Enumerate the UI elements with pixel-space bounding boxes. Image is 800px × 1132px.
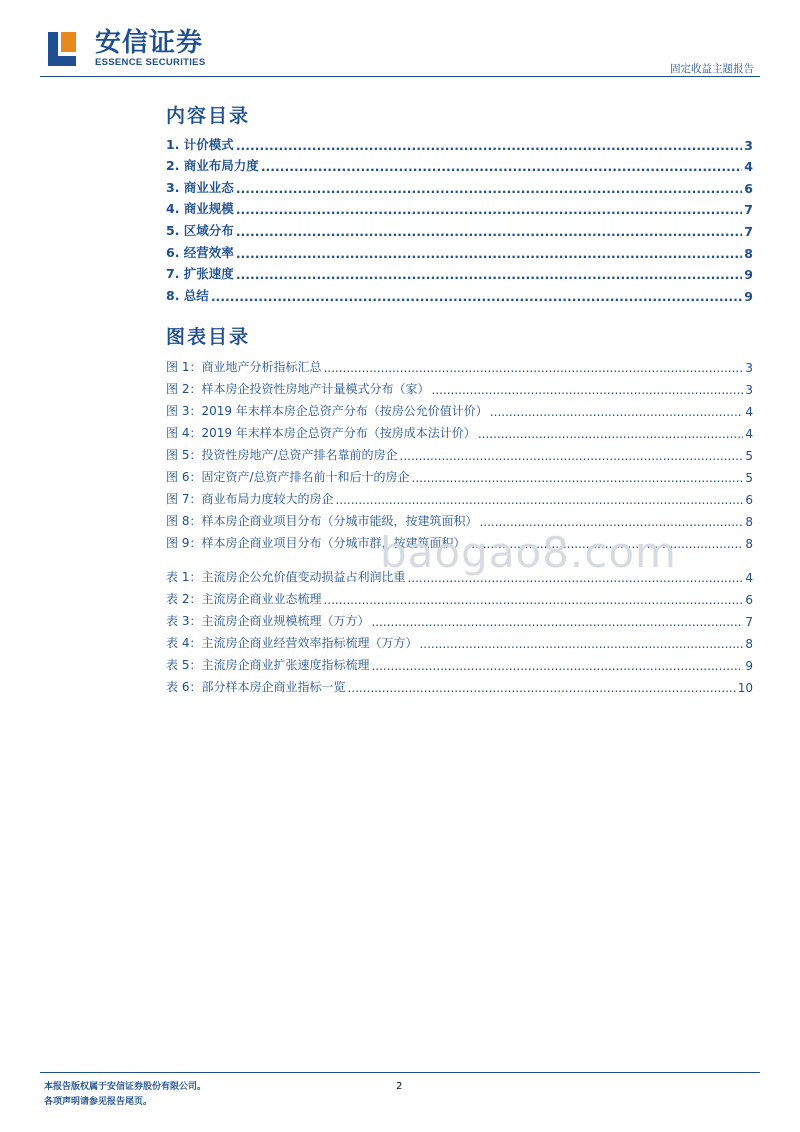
table-item[interactable] bbox=[166, 673, 753, 695]
table-item[interactable] bbox=[166, 563, 753, 585]
figure-item-page: 4 bbox=[745, 405, 753, 419]
figure-item-page: 6 bbox=[745, 493, 753, 507]
dot-leader bbox=[323, 361, 743, 375]
contents-item[interactable] bbox=[166, 131, 753, 153]
table-item-page: 7 bbox=[745, 615, 753, 629]
brand-logo-icon bbox=[44, 26, 80, 70]
table-item-label: 表 5：主流房企商业扩张速度指标梳理 bbox=[166, 658, 370, 672]
contents-item[interactable] bbox=[166, 153, 753, 175]
contents-list bbox=[166, 131, 753, 304]
figure-item[interactable] bbox=[166, 353, 753, 375]
contents-item[interactable] bbox=[166, 196, 753, 218]
contents-item-label: 8. 总结 bbox=[166, 287, 209, 303]
figure-item[interactable] bbox=[166, 485, 753, 507]
contents-item-page: 8 bbox=[744, 245, 753, 261]
dot-leader bbox=[371, 659, 743, 673]
dot-leader bbox=[236, 246, 742, 261]
contents-item[interactable] bbox=[166, 174, 753, 196]
dot-leader bbox=[335, 493, 743, 507]
dot-leader bbox=[323, 593, 743, 607]
figure-item-label: 图 8：样本房企商业项目分布（分城市能级，按建筑面积） bbox=[166, 514, 478, 528]
table-item-label: 表 2：主流房企商业业态梳理 bbox=[166, 592, 322, 606]
table-item[interactable] bbox=[166, 585, 753, 607]
contents-item-label: 1. 计价模式 bbox=[166, 136, 234, 152]
figure-item-page: 5 bbox=[745, 449, 753, 463]
contents-item-page: 7 bbox=[744, 223, 753, 239]
contents-item[interactable] bbox=[166, 239, 753, 261]
figure-item-page: 5 bbox=[745, 471, 753, 485]
disclaimer-note: 各项声明请参见报告尾页。 bbox=[44, 1097, 153, 1107]
contents-item[interactable] bbox=[166, 282, 753, 304]
contents-item-label: 7. 扩张速度 bbox=[166, 266, 234, 282]
figure-item[interactable] bbox=[166, 397, 753, 419]
table-item-label: 表 3：主流房企商业规模梳理（万方） bbox=[166, 614, 370, 628]
contents-item-label: 3. 商业业态 bbox=[166, 179, 234, 195]
contents-item[interactable] bbox=[166, 261, 753, 283]
watermark: baogao8.com bbox=[380, 528, 677, 577]
figure-item-page: 3 bbox=[745, 361, 753, 375]
figures-title: 图表目录 bbox=[166, 326, 251, 348]
contents-item-page: 3 bbox=[744, 137, 753, 153]
table-item[interactable] bbox=[166, 607, 753, 629]
figure-item-page: 8 bbox=[745, 537, 753, 551]
contents-item-label: 4. 商业规模 bbox=[166, 201, 234, 217]
dot-leader bbox=[407, 571, 743, 585]
table-item-page: 8 bbox=[745, 637, 753, 651]
dot-leader bbox=[347, 681, 735, 695]
contents-item-label: 6. 经营效率 bbox=[166, 244, 234, 260]
figure-item-page: 8 bbox=[745, 515, 753, 529]
contents-item[interactable] bbox=[166, 217, 753, 239]
figure-item-page: 3 bbox=[745, 383, 753, 397]
dot-leader bbox=[400, 449, 744, 463]
table-item-page: 6 bbox=[745, 593, 753, 607]
tables-list bbox=[166, 563, 753, 695]
dot-leader bbox=[211, 289, 742, 304]
contents-item-page: 7 bbox=[744, 202, 753, 218]
contents-item-label: 5. 区域分布 bbox=[166, 222, 234, 238]
contents-title: 内容目录 bbox=[166, 105, 251, 127]
footer-divider bbox=[40, 1072, 760, 1073]
dot-leader bbox=[236, 181, 742, 196]
figure-item[interactable] bbox=[166, 375, 753, 397]
figure-item-label: 图 9：样本房企商业项目分布（分城市群，按建筑面积） bbox=[166, 536, 466, 550]
figure-item-label: 图 6：固定资产/总资产排名前十和后十的房企 bbox=[166, 470, 410, 484]
dot-leader bbox=[478, 427, 744, 441]
figure-item[interactable] bbox=[166, 507, 753, 529]
dot-leader bbox=[236, 138, 742, 153]
contents-item-page: 6 bbox=[744, 180, 753, 196]
figure-item-label: 图 7：商业布局力度较大的房企 bbox=[166, 492, 334, 506]
table-item-label: 表 4：主流房企商业经营效率指标梳理（万方） bbox=[166, 636, 418, 650]
figure-item-label: 图 5：投资性房地产/总资产排名靠前的房企 bbox=[166, 448, 398, 462]
dot-leader bbox=[490, 405, 744, 419]
figure-item[interactable] bbox=[166, 419, 753, 441]
table-item[interactable] bbox=[166, 629, 753, 651]
dot-leader bbox=[371, 615, 743, 629]
dot-leader bbox=[236, 202, 742, 217]
table-item-label: 表 6：部分样本房企商业指标一览 bbox=[166, 680, 346, 694]
figure-item-label: 图 1：商业地产分析指标汇总 bbox=[166, 360, 322, 374]
dot-leader bbox=[412, 471, 744, 485]
copyright-note: 本报告版权属于安信证券股份有限公司。 bbox=[44, 1082, 207, 1092]
contents-item-page: 4 bbox=[744, 159, 753, 175]
brand-name-cn: 安信证券 bbox=[95, 28, 204, 58]
table-item-page: 4 bbox=[745, 571, 753, 585]
contents-item-label: 2. 商业布局力度 bbox=[166, 158, 259, 174]
figure-item[interactable] bbox=[166, 529, 753, 551]
dot-leader bbox=[236, 224, 742, 239]
dot-leader bbox=[419, 637, 743, 651]
page-number: 2 bbox=[396, 1081, 403, 1092]
dot-leader bbox=[479, 515, 743, 529]
brand-name-en: ESSENCE SECURITIES bbox=[95, 57, 206, 68]
table-item-page: 10 bbox=[737, 681, 753, 695]
table-item-label: 表 1：主流房企公允价值变动损益占利润比重 bbox=[166, 570, 406, 584]
report-type: 固定收益主题报告 bbox=[670, 63, 754, 75]
contents-item-page: 9 bbox=[744, 288, 753, 304]
dot-leader bbox=[261, 159, 742, 174]
contents-item-page: 9 bbox=[744, 267, 753, 283]
figure-item-label: 图 4：2019 年末样本房企总资产分布（按房成本法计价） bbox=[166, 426, 476, 440]
figure-item-page: 4 bbox=[745, 427, 753, 441]
header-divider bbox=[40, 76, 760, 77]
figure-item[interactable] bbox=[166, 463, 753, 485]
dot-leader bbox=[236, 267, 742, 282]
dot-leader bbox=[431, 383, 743, 397]
table-item-page: 9 bbox=[745, 659, 753, 673]
figure-item-label: 图 2：样本房企投资性房地产计量模式分布（家） bbox=[166, 382, 430, 396]
table-item[interactable] bbox=[166, 651, 753, 673]
figure-item[interactable] bbox=[166, 441, 753, 463]
dot-leader bbox=[467, 537, 743, 551]
figure-item-label: 图 3：2019 年末样本房企总资产分布（按房公允价值计价） bbox=[166, 404, 488, 418]
figures-list bbox=[166, 353, 753, 551]
